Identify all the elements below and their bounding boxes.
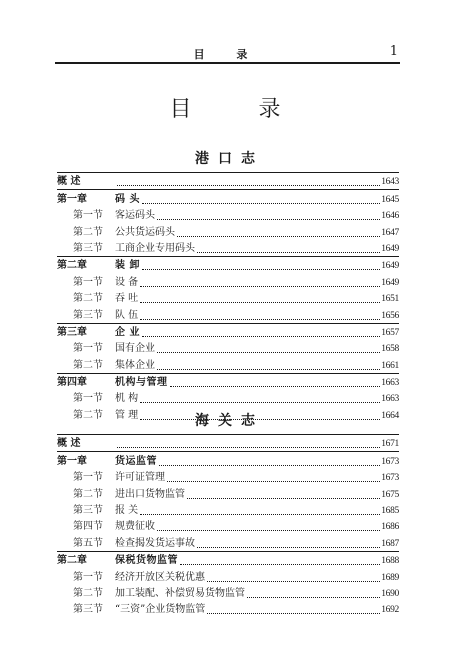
toc-page-number: 1688	[381, 556, 399, 567]
chapter-number: 第一章	[57, 193, 87, 205]
section-number: 第二节	[73, 359, 103, 371]
toc-section-row	[57, 340, 399, 356]
section-number: 第一节	[73, 472, 103, 484]
section-title-text: 管 理	[115, 409, 139, 421]
section-number: 第三节	[73, 604, 103, 616]
dot-leader	[142, 269, 380, 270]
dot-leader	[140, 302, 380, 303]
section-title-text: 队 伍	[115, 309, 139, 321]
toc-page-number: 1671	[381, 439, 399, 450]
section-number: 第一节	[73, 210, 103, 222]
section-number: 第二节	[73, 587, 103, 599]
dot-leader	[157, 219, 380, 220]
section-title-text: 客运码头	[115, 210, 155, 222]
dot-leader	[187, 498, 380, 499]
toc-page-number: 1645	[381, 194, 399, 205]
toc-chapter-row	[57, 189, 399, 206]
dot-leader	[197, 547, 380, 548]
section-title-text: 进出口货物监管	[115, 488, 185, 500]
section-number: 第二节	[73, 409, 103, 421]
dot-leader	[117, 447, 380, 448]
toc-section-row	[57, 306, 399, 322]
toc-page-number: 1692	[381, 605, 399, 616]
toc-section-row	[57, 601, 399, 617]
toc-chapter-row	[57, 323, 399, 340]
dot-leader	[207, 613, 380, 614]
toc-chapter-row	[57, 434, 399, 451]
toc-port	[57, 172, 399, 423]
toc-section-row	[57, 469, 399, 485]
section-title-text: 集体企业	[115, 359, 155, 371]
toc-page-number: 1647	[381, 227, 399, 238]
dot-leader	[159, 465, 380, 466]
toc-customs	[57, 434, 399, 617]
dot-leader	[170, 386, 381, 387]
toc-section-row	[57, 273, 399, 289]
toc-page-number: 1649	[381, 261, 399, 272]
chapter-number: 第一章	[57, 455, 87, 467]
toc-page-number: 1687	[381, 538, 399, 549]
toc-page-number: 1685	[381, 505, 399, 516]
toc-section-row	[57, 356, 399, 372]
section-title-text: 机 构	[115, 393, 139, 405]
section-number: 第二节	[73, 293, 103, 305]
toc-page-number: 1657	[381, 327, 399, 338]
toc-section-row	[57, 207, 399, 223]
header-rule	[55, 62, 400, 64]
dot-leader	[180, 564, 380, 565]
section-title-text: 国有企业	[115, 343, 155, 355]
toc-page-number: 1663	[381, 378, 399, 389]
toc-section-row	[57, 568, 399, 584]
dot-leader	[157, 352, 380, 353]
toc-section-row	[57, 502, 399, 518]
toc-page-number: 1686	[381, 522, 399, 533]
section-number: 第五节	[73, 537, 103, 549]
toc-page-number: 1675	[381, 489, 399, 500]
toc-section-row	[57, 518, 399, 534]
toc-page-number: 1663	[381, 394, 399, 405]
section-title-text: 工商企业专用码头	[115, 242, 195, 254]
toc-page-number: 1646	[381, 211, 399, 222]
section-number: 第二节	[73, 488, 103, 500]
chapter-title: 装 卸	[115, 260, 140, 272]
section-number: 第四节	[73, 521, 103, 533]
section-number: 第三节	[73, 242, 103, 254]
toc-page-number: 1649	[381, 243, 399, 254]
section-title-text: 公共货运码头	[115, 226, 175, 238]
toc-page-number: 1661	[381, 360, 399, 371]
chapter-title: 货运监管	[115, 455, 157, 467]
chapter-number: 第二章	[57, 260, 87, 272]
dot-leader	[142, 203, 380, 204]
toc-page-number: 1690	[381, 588, 399, 599]
section-number: 第三节	[73, 504, 103, 516]
section-number: 第一节	[73, 343, 103, 355]
toc-page-number: 1649	[381, 277, 399, 288]
dot-leader	[157, 369, 380, 370]
toc-page-number: 1656	[381, 310, 399, 321]
section-number: 第一节	[73, 571, 103, 583]
section-number: 第一节	[73, 393, 103, 405]
section-title-text: 吞 吐	[115, 293, 139, 305]
chapter-title: 保税货物监管	[115, 555, 178, 567]
toc-section-row	[57, 290, 399, 306]
toc-chapter-row	[57, 451, 399, 468]
section-title-text: 报 关	[115, 504, 139, 516]
toc-section-row	[57, 223, 399, 239]
toc-page-number: 1664	[381, 410, 399, 421]
dot-leader	[157, 530, 380, 531]
toc-page-number: 1673	[381, 473, 399, 484]
dot-leader	[197, 252, 380, 253]
dot-leader	[140, 319, 380, 320]
section-number: 第二节	[73, 226, 103, 238]
section-number: 第一节	[73, 276, 103, 288]
toc-section-row	[57, 585, 399, 601]
chapter-number: 第二章	[57, 555, 87, 567]
toc-chapter-row	[57, 551, 399, 568]
section-title-text: 许可证管理	[115, 472, 165, 484]
toc-page-number: 1643	[381, 177, 399, 188]
running-head	[55, 44, 400, 64]
toc-page-number: 1651	[381, 294, 399, 305]
section-title-text: 检查揭发货运事故	[115, 537, 195, 549]
section-title-text: “三资”企业货物监管	[115, 604, 206, 616]
chapter-number: 概 述	[57, 176, 81, 188]
dot-leader	[247, 597, 380, 598]
dot-leader	[177, 236, 380, 237]
toc-chapter-row	[57, 256, 399, 273]
dot-leader	[140, 514, 380, 515]
section-title-text: 加工装配、补偿贸易货物监管	[115, 587, 245, 599]
section-number: 第三节	[73, 309, 103, 321]
dot-leader	[167, 481, 380, 482]
dot-leader	[117, 185, 380, 186]
chapter-title: 企 业	[115, 326, 140, 338]
toc-chapter-row	[57, 373, 399, 390]
toc-section-row	[57, 485, 399, 501]
chapter-title: 机构与管理	[115, 377, 168, 389]
section-title-text: 规费征收	[115, 521, 155, 533]
dot-leader	[207, 581, 380, 582]
section-title-text: 经济开放区关税优惠	[115, 571, 205, 583]
section-title-customs: 海关志	[195, 413, 264, 429]
toc-section-row	[57, 240, 399, 256]
running-head-page-number: 1	[389, 44, 398, 59]
dot-leader	[140, 402, 380, 403]
toc-page-number: 1673	[381, 456, 399, 467]
toc-page-number: 1689	[381, 572, 399, 583]
chapter-number: 第四章	[57, 377, 87, 389]
toc-section-row	[57, 390, 399, 406]
toc-page-number: 1658	[381, 344, 399, 355]
section-title-port: 港口志	[195, 151, 264, 167]
dot-leader	[142, 336, 380, 337]
section-title-text: 设 备	[115, 276, 139, 288]
toc-section-row	[57, 534, 399, 550]
running-head-title: 目 录	[193, 48, 262, 61]
dot-leader	[140, 286, 380, 287]
chapter-number: 第三章	[57, 326, 87, 338]
page-title: 目 录	[169, 97, 311, 122]
chapter-number: 概 述	[57, 438, 81, 450]
toc-chapter-row	[57, 172, 399, 189]
chapter-title: 码 头	[115, 193, 140, 205]
